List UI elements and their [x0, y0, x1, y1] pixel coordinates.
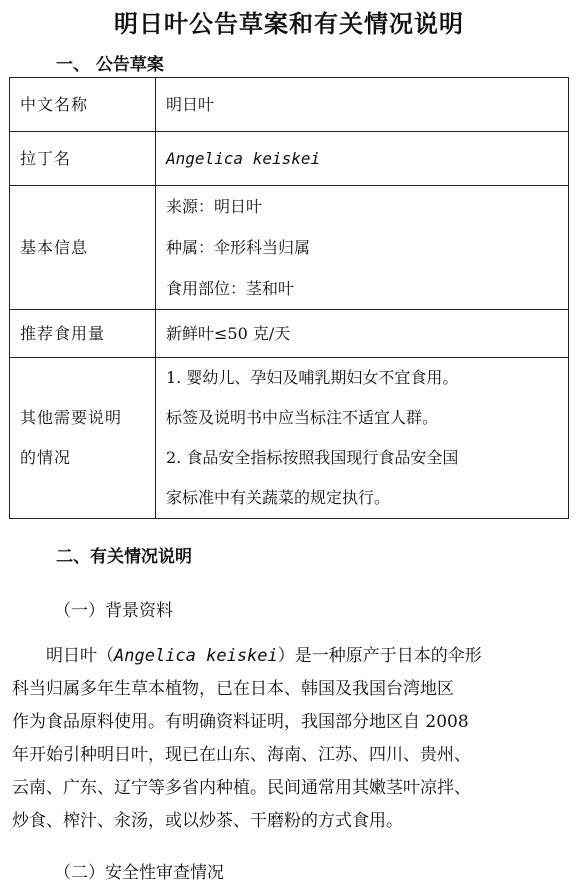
- table-row: [10, 358, 569, 519]
- note-2-cont: 家标准中有关蔬菜的规定执行。: [166, 488, 391, 507]
- paragraph-line: 炒食、榨汁、汆汤，或以炒茶、干磨粉的方式食用。: [12, 811, 403, 831]
- row-key-latin-name: 拉丁名: [10, 132, 156, 186]
- row-key-other-notes: 其他需要说明 的情况: [10, 358, 156, 519]
- table-row: [10, 310, 569, 358]
- section-heading-notice-draft: 一、 公告草案: [56, 55, 164, 75]
- row-value-chinese-name: 明日叶: [156, 78, 569, 132]
- paragraph-line: 科当归属多年生草本植物，已在日本、韩国及我国台湾地区: [12, 679, 454, 699]
- notice-draft-table: [9, 77, 569, 519]
- row-key-recommended-dose: 推荐食用量: [10, 310, 156, 358]
- basic-info-source: 来源：明日叶: [166, 197, 263, 216]
- document-title: 明日叶公告草案和有关情况说明: [114, 10, 464, 38]
- note-2: 2. 食品安全指标按照我国现行食品安全国: [166, 448, 459, 467]
- subheading-background: （一）背景资料: [54, 601, 173, 621]
- row-value-latin-name: Angelica keiskei: [156, 132, 569, 186]
- table-row: [10, 186, 569, 310]
- paragraph-line: 明日叶（Angelica keiskei）是一种原产于日本的伞形: [46, 646, 482, 666]
- row-value-other-notes: [156, 358, 569, 519]
- note-1: 1. 婴幼儿、孕妇及哺乳期妇女不宜食用。: [166, 368, 459, 387]
- row-value-basic-info: [156, 186, 569, 310]
- table-row: [10, 132, 569, 186]
- paragraph-line: 作为食品原料使用。有明确资料证明，我国部分地区自 2008: [12, 712, 469, 732]
- paragraph-line: 年开始引种明日叶，现已在山东、海南、江苏、四川、贵州、: [12, 745, 471, 765]
- note-1-cont: 标签及说明书中应当标注不适宜人群。: [166, 408, 439, 427]
- basic-info-edible-part: 食用部位：茎和叶: [166, 279, 295, 298]
- background-paragraph: [12, 640, 568, 838]
- basic-info-genus: 种属：伞形科当归属: [166, 238, 311, 257]
- paragraph-line: 云南、广东、辽宁等多省内种植。民间通常用其嫩茎叶凉拌、: [12, 778, 471, 798]
- table-row: [10, 78, 569, 132]
- row-value-recommended-dose: 新鲜叶≤50 克/天: [156, 310, 569, 358]
- section-heading-explanation: 二、有关情况说明: [56, 547, 192, 567]
- row-key-basic-info: 基本信息: [10, 186, 156, 310]
- row-key-chinese-name: 中文名称: [10, 78, 156, 132]
- subheading-safety-review: （二）安全性审查情况: [54, 863, 224, 883]
